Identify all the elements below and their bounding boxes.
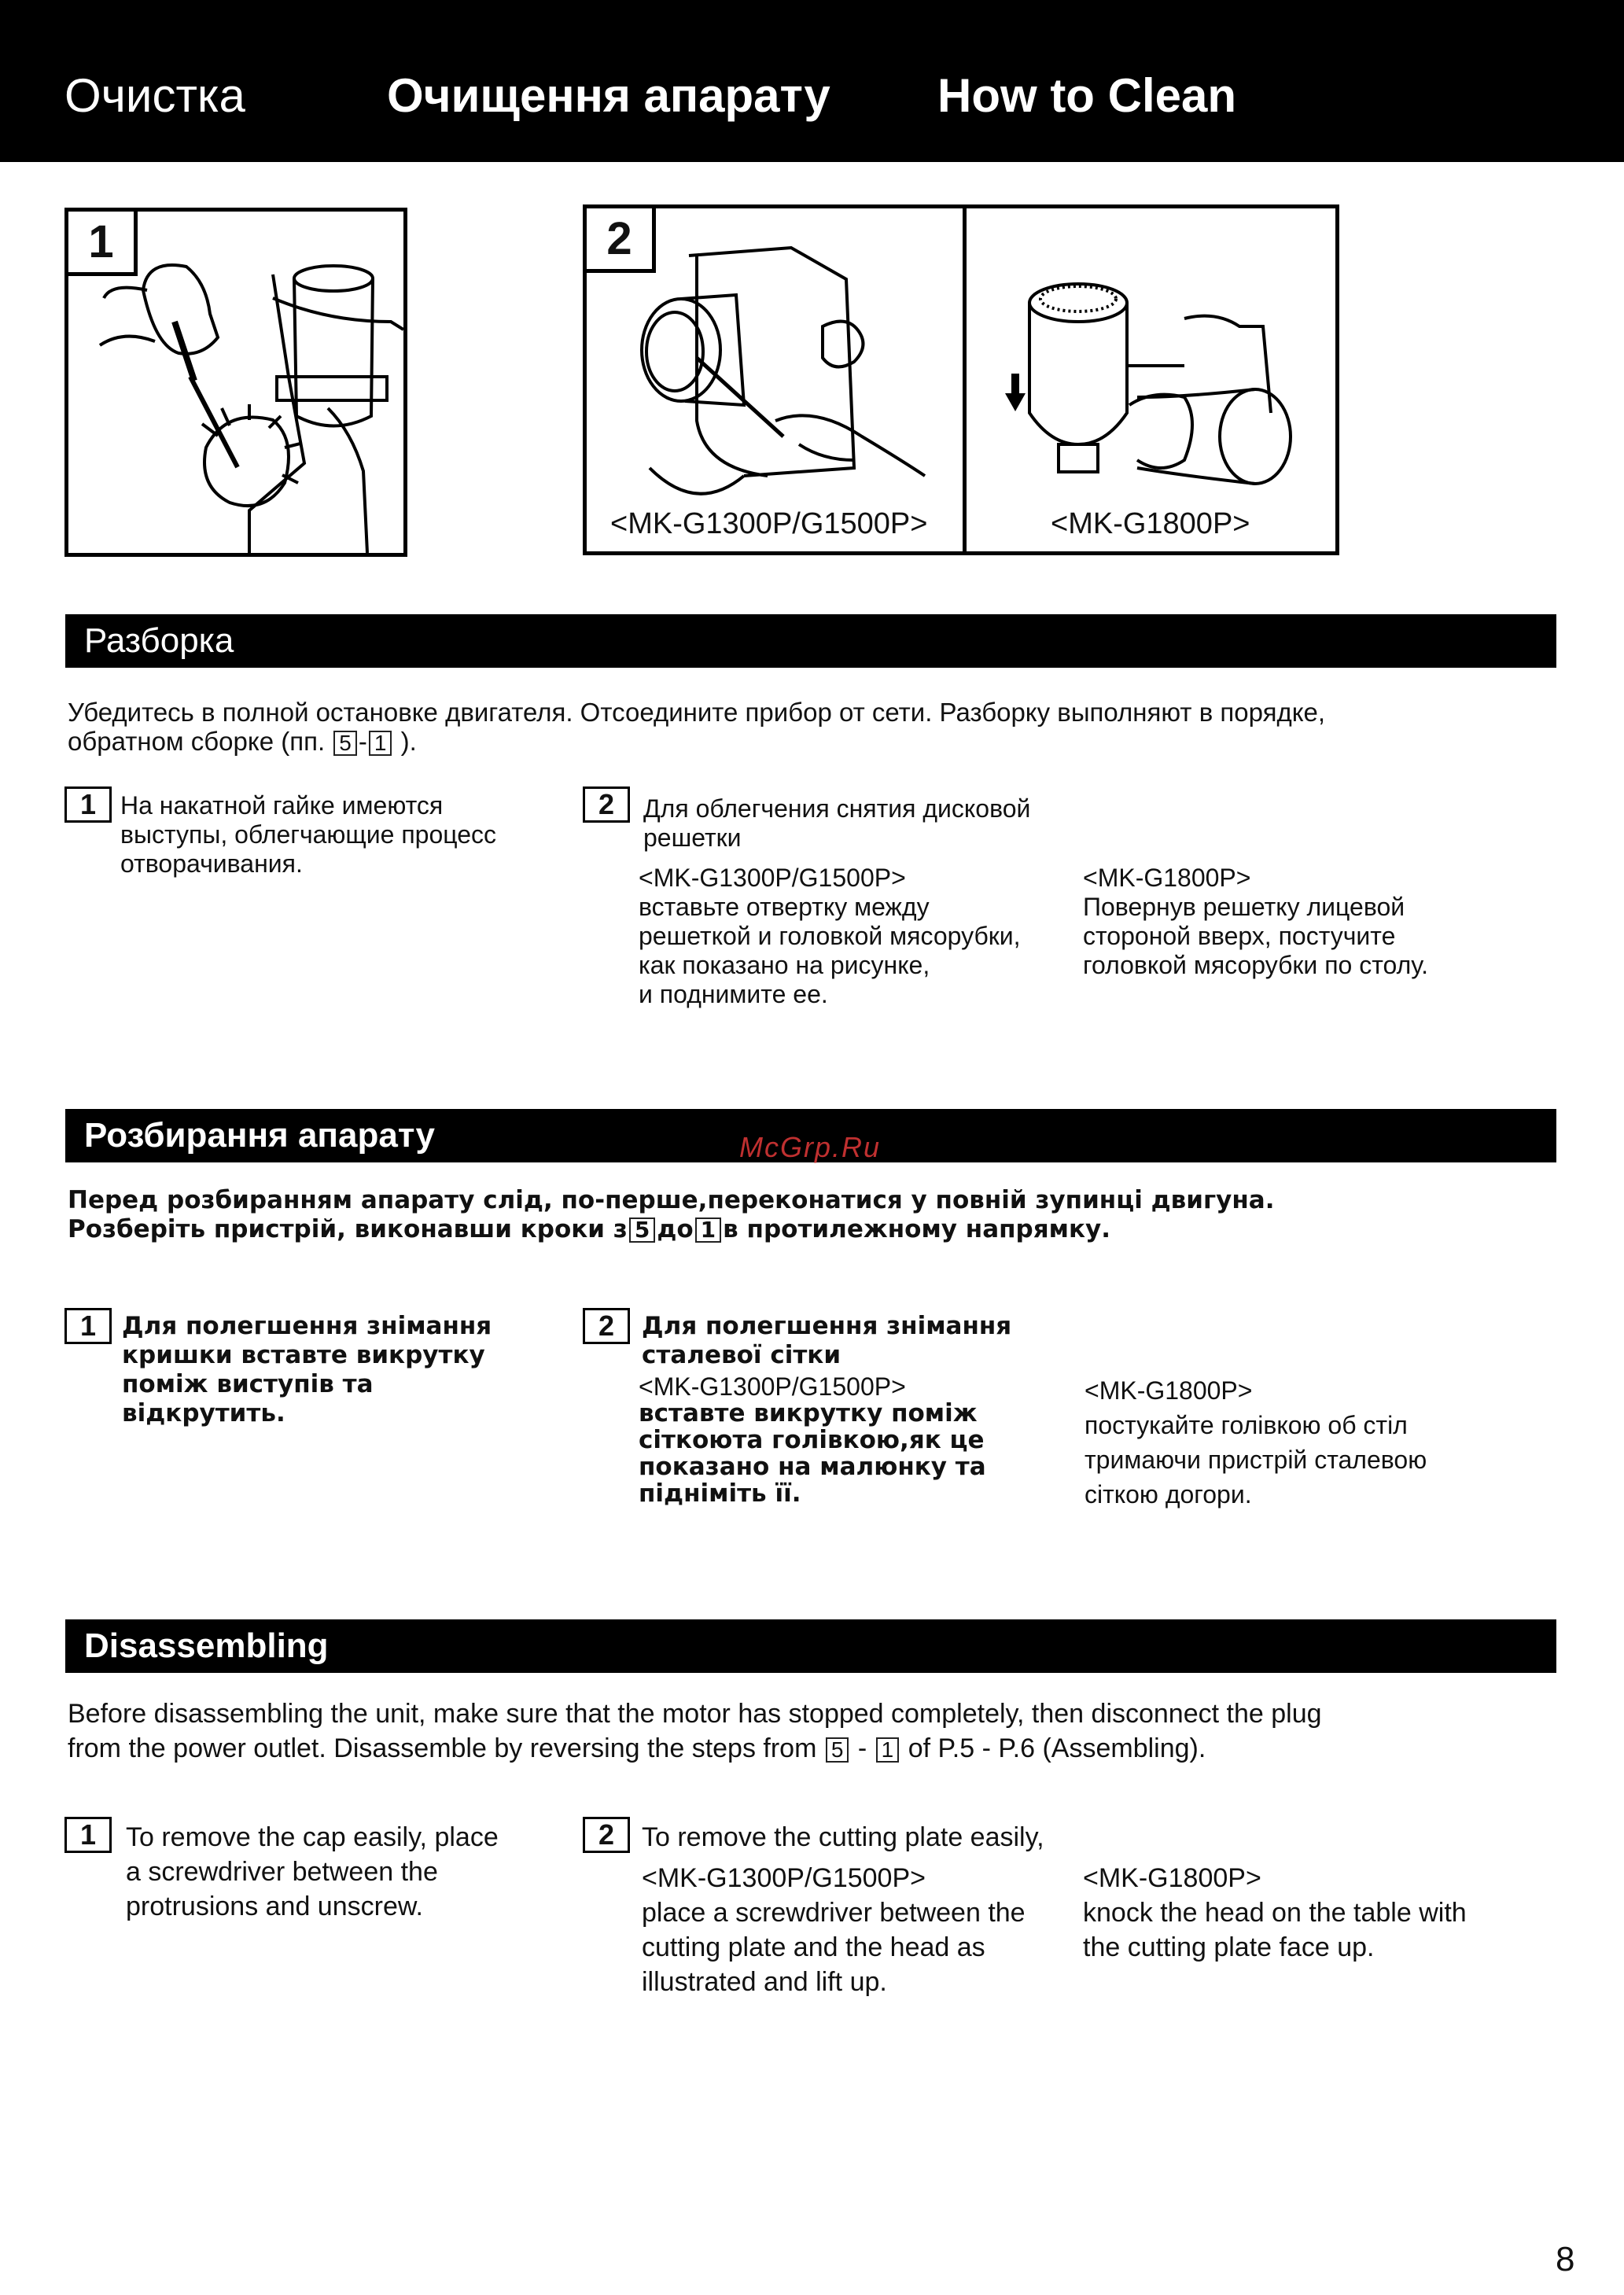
figure-2-illustration xyxy=(587,208,1335,551)
section-ru-title: Разборка xyxy=(65,614,1556,668)
ru-model-b-label: <MK-G1800P> xyxy=(1083,864,1251,892)
section-ua-intro-line1: Перед розбиранням апарату слід, по-перше,переконатися у повній зупинці двигуна. xyxy=(68,1186,1275,1214)
title-ua: Очищення апарату xyxy=(387,69,830,122)
ua-model-a xyxy=(639,1373,986,1507)
ua-model-b-line: постукайте голівкою об стіл xyxy=(1085,1411,1408,1439)
ua-model-b-line: тримаючи пристрій сталевою xyxy=(1085,1446,1427,1474)
section-en-intro-dash: - xyxy=(857,1733,867,1763)
ua-step2-line: сталевої сітки xyxy=(642,1341,841,1369)
ru-model-b xyxy=(1083,864,1428,980)
header-bar xyxy=(0,0,1624,162)
ua-step2-text xyxy=(642,1312,1011,1370)
figure-2-caption-left: <MK-G1300P/G1500P> xyxy=(610,507,928,540)
ru-step1-text xyxy=(120,791,496,879)
ua-model-a-line: показано на малюнку та xyxy=(639,1453,986,1481)
en-model-b xyxy=(1083,1861,1467,1965)
ua-model-b-line: сіткою догори. xyxy=(1085,1480,1252,1509)
section-ua-intro-line2 xyxy=(68,1215,1546,1244)
ua-model-b xyxy=(1085,1373,1427,1512)
section-ua-title: Розбирання апарату xyxy=(65,1109,1556,1162)
figure-1 xyxy=(64,208,407,557)
ru-model-a-line: решеткой и головкой мясорубки, xyxy=(639,922,1021,950)
en-step1-number: 1 xyxy=(64,1817,112,1853)
ua-step1-line: відкрутить. xyxy=(122,1399,285,1427)
ru-step1-number: 1 xyxy=(64,786,112,823)
ru-step2-number: 2 xyxy=(583,786,630,823)
en-step2-line: To remove the cutting plate easily, xyxy=(642,1822,1044,1852)
section-ru-intro-line1: Убедитесь в полной остановке двигателя. Отсоедините прибор от сети. Разборку выполняют в порядке, xyxy=(68,698,1326,727)
en-model-a-label: <MK-G1300P/G1500P> xyxy=(642,1863,926,1893)
ua-step2-line: Для полегшення знімання xyxy=(642,1312,1012,1340)
ru-model-a-label: <MK-G1300P/G1500P> xyxy=(639,864,906,892)
en-model-b-label: <MK-G1800P> xyxy=(1083,1863,1261,1893)
ru-step2-line: Для облегчения снятия дисковой xyxy=(643,794,1031,823)
ref-step-1: 1 xyxy=(695,1217,721,1243)
ref-step-5: 5 xyxy=(826,1737,849,1763)
section-ua-intro-text: Розберіть пристрій, виконавши кроки з xyxy=(68,1215,628,1243)
page-number: 8 xyxy=(1556,2240,1575,2278)
ru-model-b-line: Повернув решетку лицевой xyxy=(1083,893,1405,921)
ref-step-1: 1 xyxy=(369,731,392,756)
ru-model-a-line: и поднимите ее. xyxy=(639,980,828,1008)
section-ua-intro xyxy=(68,1186,1546,1244)
ua-model-a-label: <MK-G1300P/G1500P> xyxy=(639,1372,906,1401)
section-en-intro xyxy=(68,1696,1546,1766)
section-en-intro-line1: Before disassembling the unit, make sure that the motor has stopped completely, then disconnect the plug xyxy=(68,1699,1322,1729)
en-step1-line: protrusions and unscrew. xyxy=(126,1892,423,1921)
figure-1-number: 1 xyxy=(68,212,138,276)
en-step2-text xyxy=(642,1820,1044,1855)
en-model-a-line: place a screwdriver between the xyxy=(642,1898,1026,1928)
title-en: How to Clean xyxy=(937,69,1237,122)
section-ru-intro-text: обратном сборке (пп. xyxy=(68,727,326,756)
watermark: McGrp.Ru xyxy=(739,1131,882,1163)
ru-model-b-line: головкой мясорубки по столу. xyxy=(1083,951,1428,979)
ua-step1-line: кришки вставте викрутку xyxy=(122,1341,485,1369)
en-step1-line: a screwdriver between the xyxy=(126,1857,438,1887)
ref-step-1: 1 xyxy=(876,1737,900,1763)
ua-step1-number: 1 xyxy=(64,1308,112,1344)
section-ua-intro-tail: в протилежному напрямку. xyxy=(723,1215,1110,1243)
en-step2-number: 2 xyxy=(583,1817,630,1853)
title-ru: Очистка xyxy=(64,69,245,122)
ua-model-a-line: сіткоюта голівкою,як це xyxy=(639,1426,985,1454)
ru-step1-line: выступы, облегчающие процесс xyxy=(120,820,496,849)
en-model-a xyxy=(642,1861,1026,1999)
ru-step2-text xyxy=(643,794,1030,853)
ref-step-5: 5 xyxy=(333,731,357,756)
ru-step1-line: На накатной гайке имеются xyxy=(120,791,444,820)
ua-step2-number: 2 xyxy=(583,1308,630,1344)
en-model-b-line: knock the head on the table with xyxy=(1083,1898,1467,1928)
ru-model-a xyxy=(639,864,1021,1009)
ref-step-5: 5 xyxy=(629,1217,655,1243)
en-step1-line: To remove the cap easily, place xyxy=(126,1822,499,1852)
section-en-intro-line2 xyxy=(68,1731,1546,1766)
ua-step1-line: Для полегшення знімання xyxy=(122,1312,492,1340)
section-ru-intro-tail: ). xyxy=(400,727,417,756)
section-en-title: Disassembling xyxy=(65,1619,1556,1673)
section-en-intro-tail: of P.5 - P.6 (Assembling). xyxy=(908,1733,1206,1763)
ru-model-a-line: как показано на рисунке, xyxy=(639,951,930,979)
section-en-intro-text: from the power outlet. Disassemble by reversing the steps from xyxy=(68,1733,817,1763)
figure-2-number: 2 xyxy=(587,208,656,273)
en-model-a-line: illustrated and lift up. xyxy=(642,1967,887,1997)
ru-model-a-line: вставьте отвертку между xyxy=(639,893,930,921)
figure-2 xyxy=(583,204,1339,555)
ru-model-b-line: стороной вверх, постучите xyxy=(1083,922,1396,950)
section-ua-intro-mid: до xyxy=(657,1215,694,1243)
figure-2-caption-right: <MK-G1800P> xyxy=(1051,507,1250,540)
en-step1-text xyxy=(126,1820,499,1924)
ru-step2-line: решетки xyxy=(643,823,742,852)
ua-model-b-label: <MK-G1800P> xyxy=(1085,1376,1253,1405)
ua-step1-line: поміж виступів та xyxy=(122,1370,374,1398)
section-ru-intro-line2: обратном сборке (пп. 5 - 1 ). xyxy=(68,727,417,756)
ru-step1-line: отворачивания. xyxy=(120,849,303,878)
ua-step1-text xyxy=(122,1312,492,1428)
en-model-b-line: the cutting plate face up. xyxy=(1083,1932,1375,1962)
ua-model-a-line: підніміть її. xyxy=(639,1479,801,1508)
section-ru-intro xyxy=(68,698,1546,756)
en-model-a-line: cutting plate and the head as xyxy=(642,1932,985,1962)
ua-model-a-line: вставте викрутку поміж xyxy=(639,1399,978,1427)
